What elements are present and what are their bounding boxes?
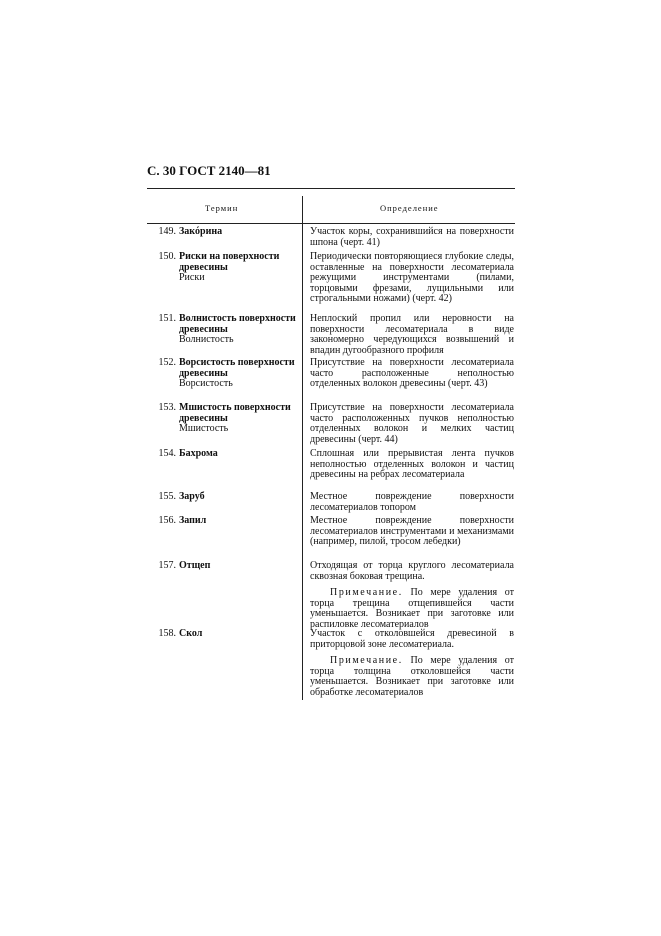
term-number: 151. — [158, 313, 176, 324]
term-cell — [147, 314, 300, 346]
definition-cell — [310, 358, 514, 390]
page-header: С. 30 ГОСТ 2140—81 — [147, 163, 271, 178]
term-number: 152. — [158, 357, 176, 368]
definition-note — [310, 588, 514, 630]
term-title: Скол — [179, 628, 203, 639]
term-number: 156. — [158, 515, 176, 526]
definition-text: Местное повреждение поверхности лесоматериалов топором — [310, 491, 514, 513]
term-title: Мшистость поверхности древесины — [179, 402, 291, 424]
term-number: 153. — [158, 402, 176, 413]
definition-text: Неплоский пропил или неровности на поверхности лесоматериала в виде закономерно чередующихся возвышений и впадин дугообразного профиля — [310, 313, 514, 356]
column-header-definition: Определение — [380, 203, 439, 213]
term-title: Риски на поверхности древесины — [179, 251, 280, 273]
term-title: Ворсистость поверхности древесины — [179, 357, 295, 379]
definition-text: Участок с отколовшейся древесиной в приторцовой зоне лесоматериала. — [310, 628, 514, 650]
definition-cell — [310, 492, 514, 513]
term-title: Бахрома — [179, 448, 218, 459]
definition-cell — [310, 449, 514, 481]
term-title: Заруб — [179, 491, 205, 502]
term-cell — [147, 516, 300, 527]
term-cell — [147, 252, 300, 284]
definition-cell — [310, 516, 514, 548]
definition-cell — [310, 227, 514, 248]
term-title: Запил — [179, 515, 207, 526]
note-text: По мере удаления от торца толщина отколовшейся части уменьшается. Возникает при заготовке или обработке лесоматериалов — [310, 655, 514, 698]
term-synonym: Волнистость — [179, 334, 234, 345]
term-cell — [147, 449, 300, 460]
term-number: 149. — [158, 226, 176, 237]
definition-text: Отходящая от торца круглого лесоматериала сквозная боковая трещина. — [310, 560, 514, 582]
definition-note — [310, 656, 514, 698]
term-cell — [147, 492, 300, 503]
table-top-rule — [147, 188, 515, 189]
term-number: 157. — [158, 560, 176, 571]
term-number: 154. — [158, 448, 176, 459]
definition-cell — [310, 314, 514, 356]
term-number: 158. — [158, 628, 176, 639]
definition-text: Участок коры, сохранившийся на поверхности шпона (черт. 41) — [310, 226, 514, 248]
term-title: Закóрина — [179, 226, 223, 237]
term-title: Волнистость поверхности древесины — [179, 313, 296, 335]
term-cell — [147, 358, 300, 390]
definition-text: Местное повреждение поверхности лесоматериалов инструментами и механизмами (например, пилой, тросом лебедки) — [310, 515, 514, 547]
term-cell — [147, 403, 300, 435]
term-cell — [147, 561, 300, 572]
note-label: Примечание. — [330, 587, 403, 598]
definition-cell — [310, 629, 514, 698]
definition-cell — [310, 403, 514, 445]
column-divider — [302, 196, 303, 700]
definition-cell — [310, 561, 514, 630]
definition-cell — [310, 252, 514, 305]
term-synonym: Мшистость — [179, 423, 229, 434]
header-bottom-rule — [147, 223, 515, 224]
term-title: Отщеп — [179, 560, 211, 571]
definition-text: Сплошная или прерывистая лента пучков неполностью отделенных волокон и частиц древесины на ребрах лесоматериала — [310, 448, 514, 480]
term-cell — [147, 629, 300, 640]
term-number: 150. — [158, 251, 176, 262]
definition-text: Присутствие на поверхности лесоматериала часто расположенные неполностью отделенных волокон древесины (черт. 43) — [310, 357, 514, 389]
term-synonym: Риски — [179, 272, 205, 283]
term-synonym: Ворсистость — [179, 378, 233, 389]
note-text: По мере удаления от торца трещина отщепившейся части уменьшается. Возникает при заготовке или распиловке лесоматериалов — [310, 587, 514, 630]
definition-text: Присутствие на поверхности лесоматериала часто расположенных пучков неполностью отделенных волокон и мелких частиц древесины (черт. 44) — [310, 402, 514, 445]
column-header-term: Термин — [205, 203, 239, 213]
note-label: Примечание. — [330, 655, 403, 666]
definition-text: Периодически повторяющиеся глубокие следы, оставленные на поверхности лесоматериала режущими инструментами (пилами, торцовыми фрезами, лущильными или строгальными ножами) (черт. 42) — [310, 251, 514, 304]
term-cell — [147, 227, 300, 238]
term-number: 155. — [158, 491, 176, 502]
